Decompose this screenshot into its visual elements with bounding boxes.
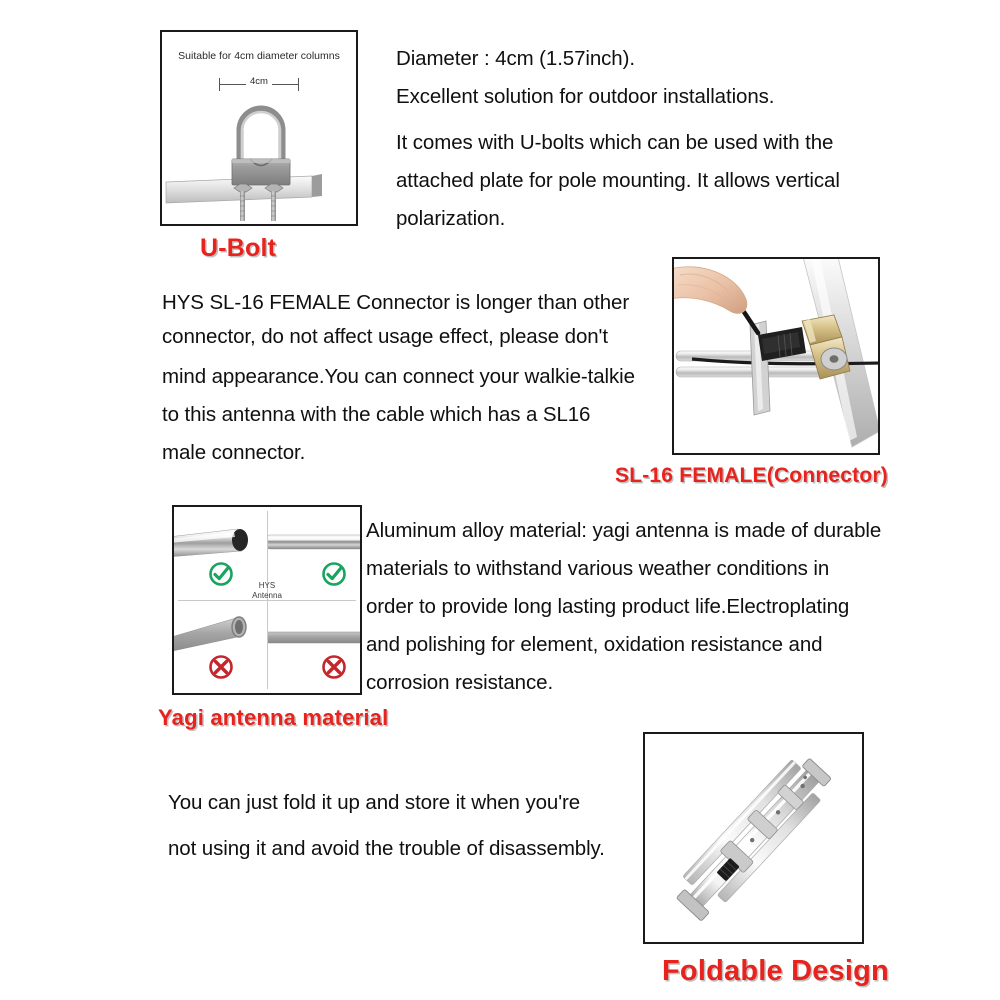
dimension-label: 4cm bbox=[246, 76, 272, 87]
hys-antenna-watermark bbox=[252, 581, 282, 601]
dimension-cap-right bbox=[298, 78, 299, 91]
yagi-cell-bottom-right bbox=[267, 600, 360, 693]
dimension-indicator bbox=[213, 76, 305, 92]
connector-text-block bbox=[162, 286, 674, 472]
connector-line-5: male connector. bbox=[162, 441, 306, 464]
sl16-female-connector-icon bbox=[674, 259, 878, 453]
diameter-line-3: It comes with U-bolts which can be used with the bbox=[396, 131, 834, 154]
diameter-line-4: attached plate for pole mounting. It allows vertical bbox=[396, 169, 840, 192]
foldable-line-2: not using it and avoid the trouble of disassembly. bbox=[168, 837, 605, 860]
u-bolt-clamp-icon bbox=[162, 104, 356, 224]
check-mark-icon-top-left bbox=[208, 561, 234, 592]
alloy-line-1: Aluminum alloy material: yagi antenna is made of durable bbox=[366, 519, 882, 542]
ubolt-image-top-caption: Suitable for 4cm diameter columns bbox=[178, 50, 340, 62]
dimension-cap-left bbox=[219, 78, 220, 91]
alloy-text-block bbox=[366, 512, 886, 702]
diameter-line-1: Diameter : 4cm (1.57inch). bbox=[396, 47, 635, 70]
yagi-cell-bottom-left bbox=[174, 600, 267, 693]
hys-label-line-1: HYS bbox=[258, 581, 276, 591]
alloy-line-4: and polishing for element, oxidation resistance and bbox=[366, 633, 823, 656]
foldable-red-caption: Foldable Design bbox=[662, 955, 889, 987]
ubolt-red-caption: U-Bolt bbox=[200, 234, 277, 262]
foldable-line-1: You can just fold it up and store it when you're bbox=[168, 791, 581, 814]
diameter-line-2: Excellent solution for outdoor installations. bbox=[396, 85, 775, 108]
connector-line-2: connector, do not affect usage effect, please don't bbox=[162, 325, 608, 348]
foldable-design-photo-frame bbox=[643, 732, 864, 944]
diameter-line-5: polarization. bbox=[396, 207, 506, 230]
alloy-line-2: materials to withstand various weather conditions in bbox=[366, 557, 830, 580]
connector-line-1: HYS SL-16 FEMALE Connector is longer than other bbox=[162, 291, 630, 314]
sl16-connector-photo-frame bbox=[672, 257, 880, 455]
check-mark-icon-top-right bbox=[321, 561, 347, 592]
sl16-red-caption: SL-16 FEMALE(Connector) bbox=[615, 464, 888, 487]
cross-mark-icon-bottom-right bbox=[321, 654, 347, 685]
foldable-text-block bbox=[168, 780, 648, 872]
alloy-line-3: order to provide long lasting product life.Electroplating bbox=[366, 595, 850, 618]
yagi-material-image-frame bbox=[172, 505, 362, 695]
alloy-line-5: corrosion resistance. bbox=[366, 671, 554, 694]
ubolt-image-frame bbox=[160, 30, 358, 226]
yagi-material-red-caption: Yagi antenna material bbox=[158, 705, 389, 730]
diameter-text-block bbox=[396, 40, 896, 238]
connector-line-4: to this antenna with the cable which has a SL16 bbox=[162, 403, 591, 426]
cross-mark-icon-bottom-left bbox=[208, 654, 234, 685]
folded-yagi-antenna-icon bbox=[645, 734, 862, 942]
hys-label-line-2: Antenna bbox=[252, 591, 282, 601]
connector-line-3: mind appearance.You can connect your walkie-talkie bbox=[162, 365, 635, 388]
